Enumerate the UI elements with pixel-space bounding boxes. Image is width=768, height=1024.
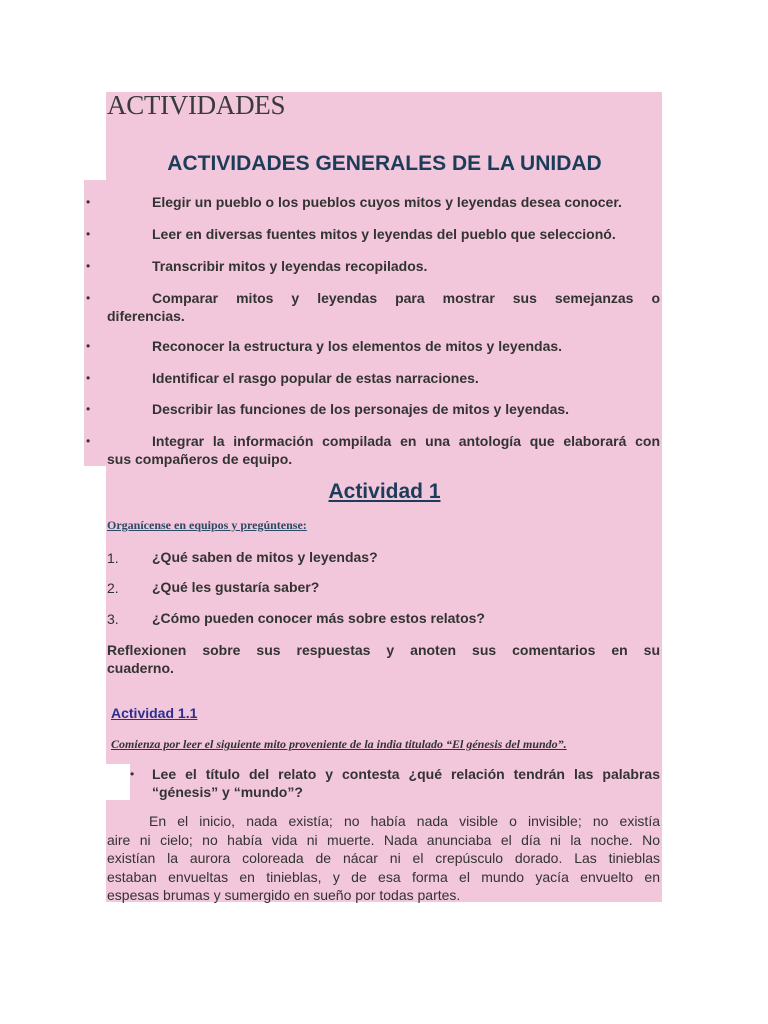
highlight-sub-bullet-gap (106, 764, 130, 800)
list-item: Reconocer la estructura y los elementos de mitos y leyendas. (152, 338, 563, 354)
list-item: Comparar mitos y leyendas para mostrar sus semejanzas o diferencias. (107, 290, 660, 324)
sub-bullet-item: Lee el título del relato y contesta ¿qué relación tendrán las palabras “génesis” y “mundo”? (152, 766, 660, 800)
sub-bullet-icon: • (130, 767, 135, 781)
bullet-icon: • (86, 402, 91, 416)
unit-title: ACTIVIDADES GENERALES DE LA UNIDAD (167, 152, 602, 175)
bullet-icon: • (86, 371, 91, 385)
list-item: Elegir un pueblo o los pueblos cuyos mitos y leyendas desea conocer. (152, 194, 622, 210)
myth-paragraph: En el inicio, nada existía; no había nada visible o invisible; no existía aire ni cielo; no había vida ni muerte. Nada anunciaba el día ni la noche. No existían la aurora coloreada de nácar ni el crepúsculo dorado. Las tinieblas estaban envueltas en tinieblas, y de esa forma el mundo yacía envuelto en espesas brumas y sumergido en sueño por todas partes. (107, 813, 660, 903)
question-text: ¿Qué saben de mitos y leyendas? (152, 549, 378, 565)
question-number: 3. (107, 611, 119, 627)
list-item: Identificar el rasgo popular de estas narraciones. (152, 370, 479, 386)
question-number: 2. (107, 580, 119, 596)
list-item: Describir las funciones de los personajes de mitos y leyendas. (152, 401, 570, 417)
page-title: ACTIVIDADES (107, 90, 286, 120)
list-item: Integrar la información compilada en una antología que elaborará con sus compañeros de equipo. (107, 433, 660, 467)
bullet-icon: • (86, 195, 91, 209)
bullet-icon: • (86, 339, 91, 353)
bullet-icon: • (86, 291, 91, 305)
question-number: 1. (107, 550, 119, 566)
activity11-intro: Comienza por leer el siguiente mito proveniente de la india titulado “El génesis del mundo”. (111, 737, 567, 751)
bullet-icon: • (86, 227, 91, 241)
question-text: ¿Cómo pueden conocer más sobre estos relatos? (152, 610, 485, 626)
activity11-heading[interactable]: Actividad 1.1 (111, 705, 198, 721)
reflection-text: Reflexionen sobre sus respuestas y anoten sus comentarios en su cuaderno. (107, 642, 660, 676)
activity1-instruction: Organícense en equipos y pregúntense: (107, 518, 307, 532)
question-text: ¿Qué les gustaría saber? (152, 579, 320, 595)
list-item: Leer en diversas fuentes mitos y leyendas del pueblo que seleccionó. (152, 226, 616, 242)
list-item: Transcribir mitos y leyendas recopilados. (152, 258, 428, 274)
activity1-heading[interactable]: Actividad 1 (328, 480, 441, 503)
bullet-icon: • (86, 434, 91, 448)
bullet-icon: • (86, 259, 91, 273)
highlight-bullets (84, 180, 108, 466)
